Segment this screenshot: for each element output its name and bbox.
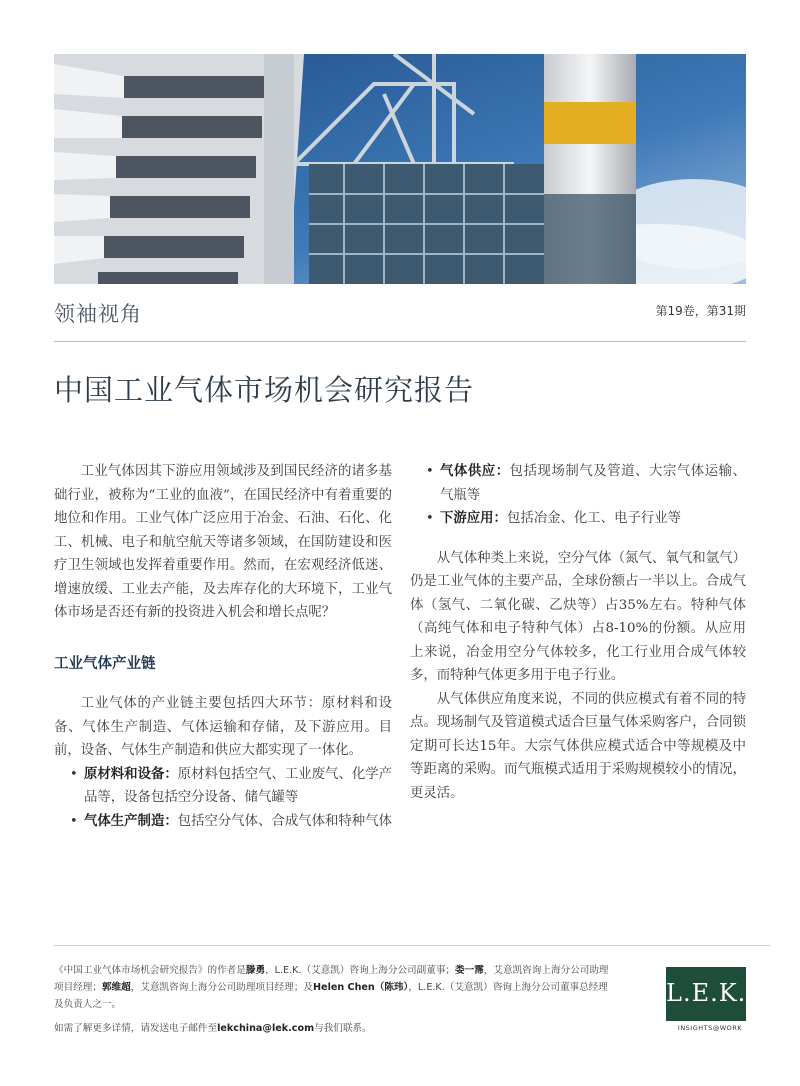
page-title: 中国工业气体市场机会研究报告 — [54, 373, 475, 407]
bullet-label: 原材料和设备： — [84, 765, 178, 782]
list-item — [54, 763, 392, 810]
section-heading: 工业气体产业链 — [54, 655, 156, 672]
bullet-list — [54, 763, 392, 834]
bullet-text: 原材料包括空气、工业废气、化学产品等，设备包括空分设备、储气罐等 — [84, 766, 393, 805]
footnote-text: ，艾意凯咨询上海分公司助理项目经理； — [54, 965, 609, 993]
author-name: 郭维超 — [101, 982, 131, 993]
contact-line — [54, 1020, 614, 1034]
footnote-text: 《中国工业气体市场机会研究报告》的作者是 — [54, 965, 246, 976]
issue-number: 第19卷，第31期 — [655, 304, 746, 318]
bullet-icon: • — [70, 813, 78, 829]
logo-text: L.E.K. — [666, 979, 747, 1007]
building-photo — [54, 54, 746, 284]
footer-divider — [54, 945, 770, 946]
bullet-label: 气体生产制造： — [84, 812, 178, 829]
intro-paragraph: 工业气体因其下游应用领域涉及到国民经济的诸多基础行业，被称为“工业的血液”，在国民经济中有着重要的地位和作用。工业气体广泛应用于冶金、石油、石化、化工、机械、电子和航空航天等诸多领域，在国防建设和医疗卫生领域也发挥着重要作用。然而，在宏观经济低迷、增速放缓、工业去产能，及去库存化的大环境下，工业气体市场是否还有新的投资进入机会和增长点呢？ — [54, 464, 392, 620]
footnote-text: ，艾意凯咨询上海分公司助理项目经理；及 — [130, 982, 314, 993]
left-column — [54, 460, 392, 833]
header-divider — [54, 341, 746, 342]
section-title: 领袖视角 — [54, 302, 142, 326]
author-name: 滕勇 — [245, 965, 266, 976]
bullet-text: 包括冶金、化工、电子行业等 — [506, 511, 682, 526]
bullet-icon: • — [70, 766, 78, 782]
bullet-text: 包括空分气体、合成气体和特种气体 — [177, 813, 392, 829]
email-link[interactable]: lekchina@lek.com — [217, 1023, 315, 1034]
footnote-text: ，L.E.K.（艾意凯）咨询上海分公司副董事； — [265, 965, 456, 976]
list-item — [410, 507, 746, 531]
hero-image — [54, 54, 746, 284]
author-footnote — [54, 962, 614, 1013]
author-name: Helen Chen（陈玮） — [313, 982, 409, 993]
supply-mode-paragraph: 从气体供应角度来说，不同的供应模式有着不同的特点。现场制气及管道模式适合巨量气体采购客户，合同锁定期可长达15年。大宗气体供应模式适合中等规模及中等距离的采购。而气瓶模式适用于采购规模较小的情况，更灵活。 — [410, 691, 746, 801]
logo-tagline: INSIGHTS@WORK — [677, 1024, 743, 1032]
bullet-list — [410, 460, 746, 531]
bullet-label: 气体供应： — [440, 463, 510, 479]
list-item — [410, 460, 746, 507]
list-item — [54, 810, 392, 834]
bullet-text: 包括现场制气及管道、大宗气体运输、气瓶等 — [440, 464, 747, 503]
bullet-icon: • — [426, 511, 434, 526]
bullet-label: 下游应用： — [440, 510, 507, 526]
right-column — [410, 460, 746, 805]
footnote-text: ，L.E.K.（艾意凯）咨询上海分公司董事总经理及负责人之一。 — [54, 982, 608, 1010]
bullet-icon: • — [426, 464, 434, 479]
lek-logo — [666, 967, 746, 1021]
author-name: 娄一霈 — [455, 965, 484, 976]
contact-text: 与我们联系。 — [314, 1023, 372, 1034]
gas-types-paragraph: 从气体种类上来说，空分气体（氮气、氧气和氩气）仍是工业气体的主要产品，全球份额占一半以上。合成气体（氢气、二氧化碳、乙炔等）占35%左右。特种气体（高纯气体和电子特种气体）占8-10%的份额。从应用上来说，冶金用空分气体较多，化工行业用合成气体较多，而特种气体更多用于电子行业。 — [410, 550, 746, 683]
contact-text: 如需了解更多详情，请发送电子邮件至 — [54, 1023, 218, 1034]
chain-paragraph: 工业气体的产业链主要包括四大环节：原材料和设备、气体生产制造、气体运输和存储，及下游应用。目前，设备、气体生产制造和供应大都实现了一体化。 — [54, 696, 392, 758]
